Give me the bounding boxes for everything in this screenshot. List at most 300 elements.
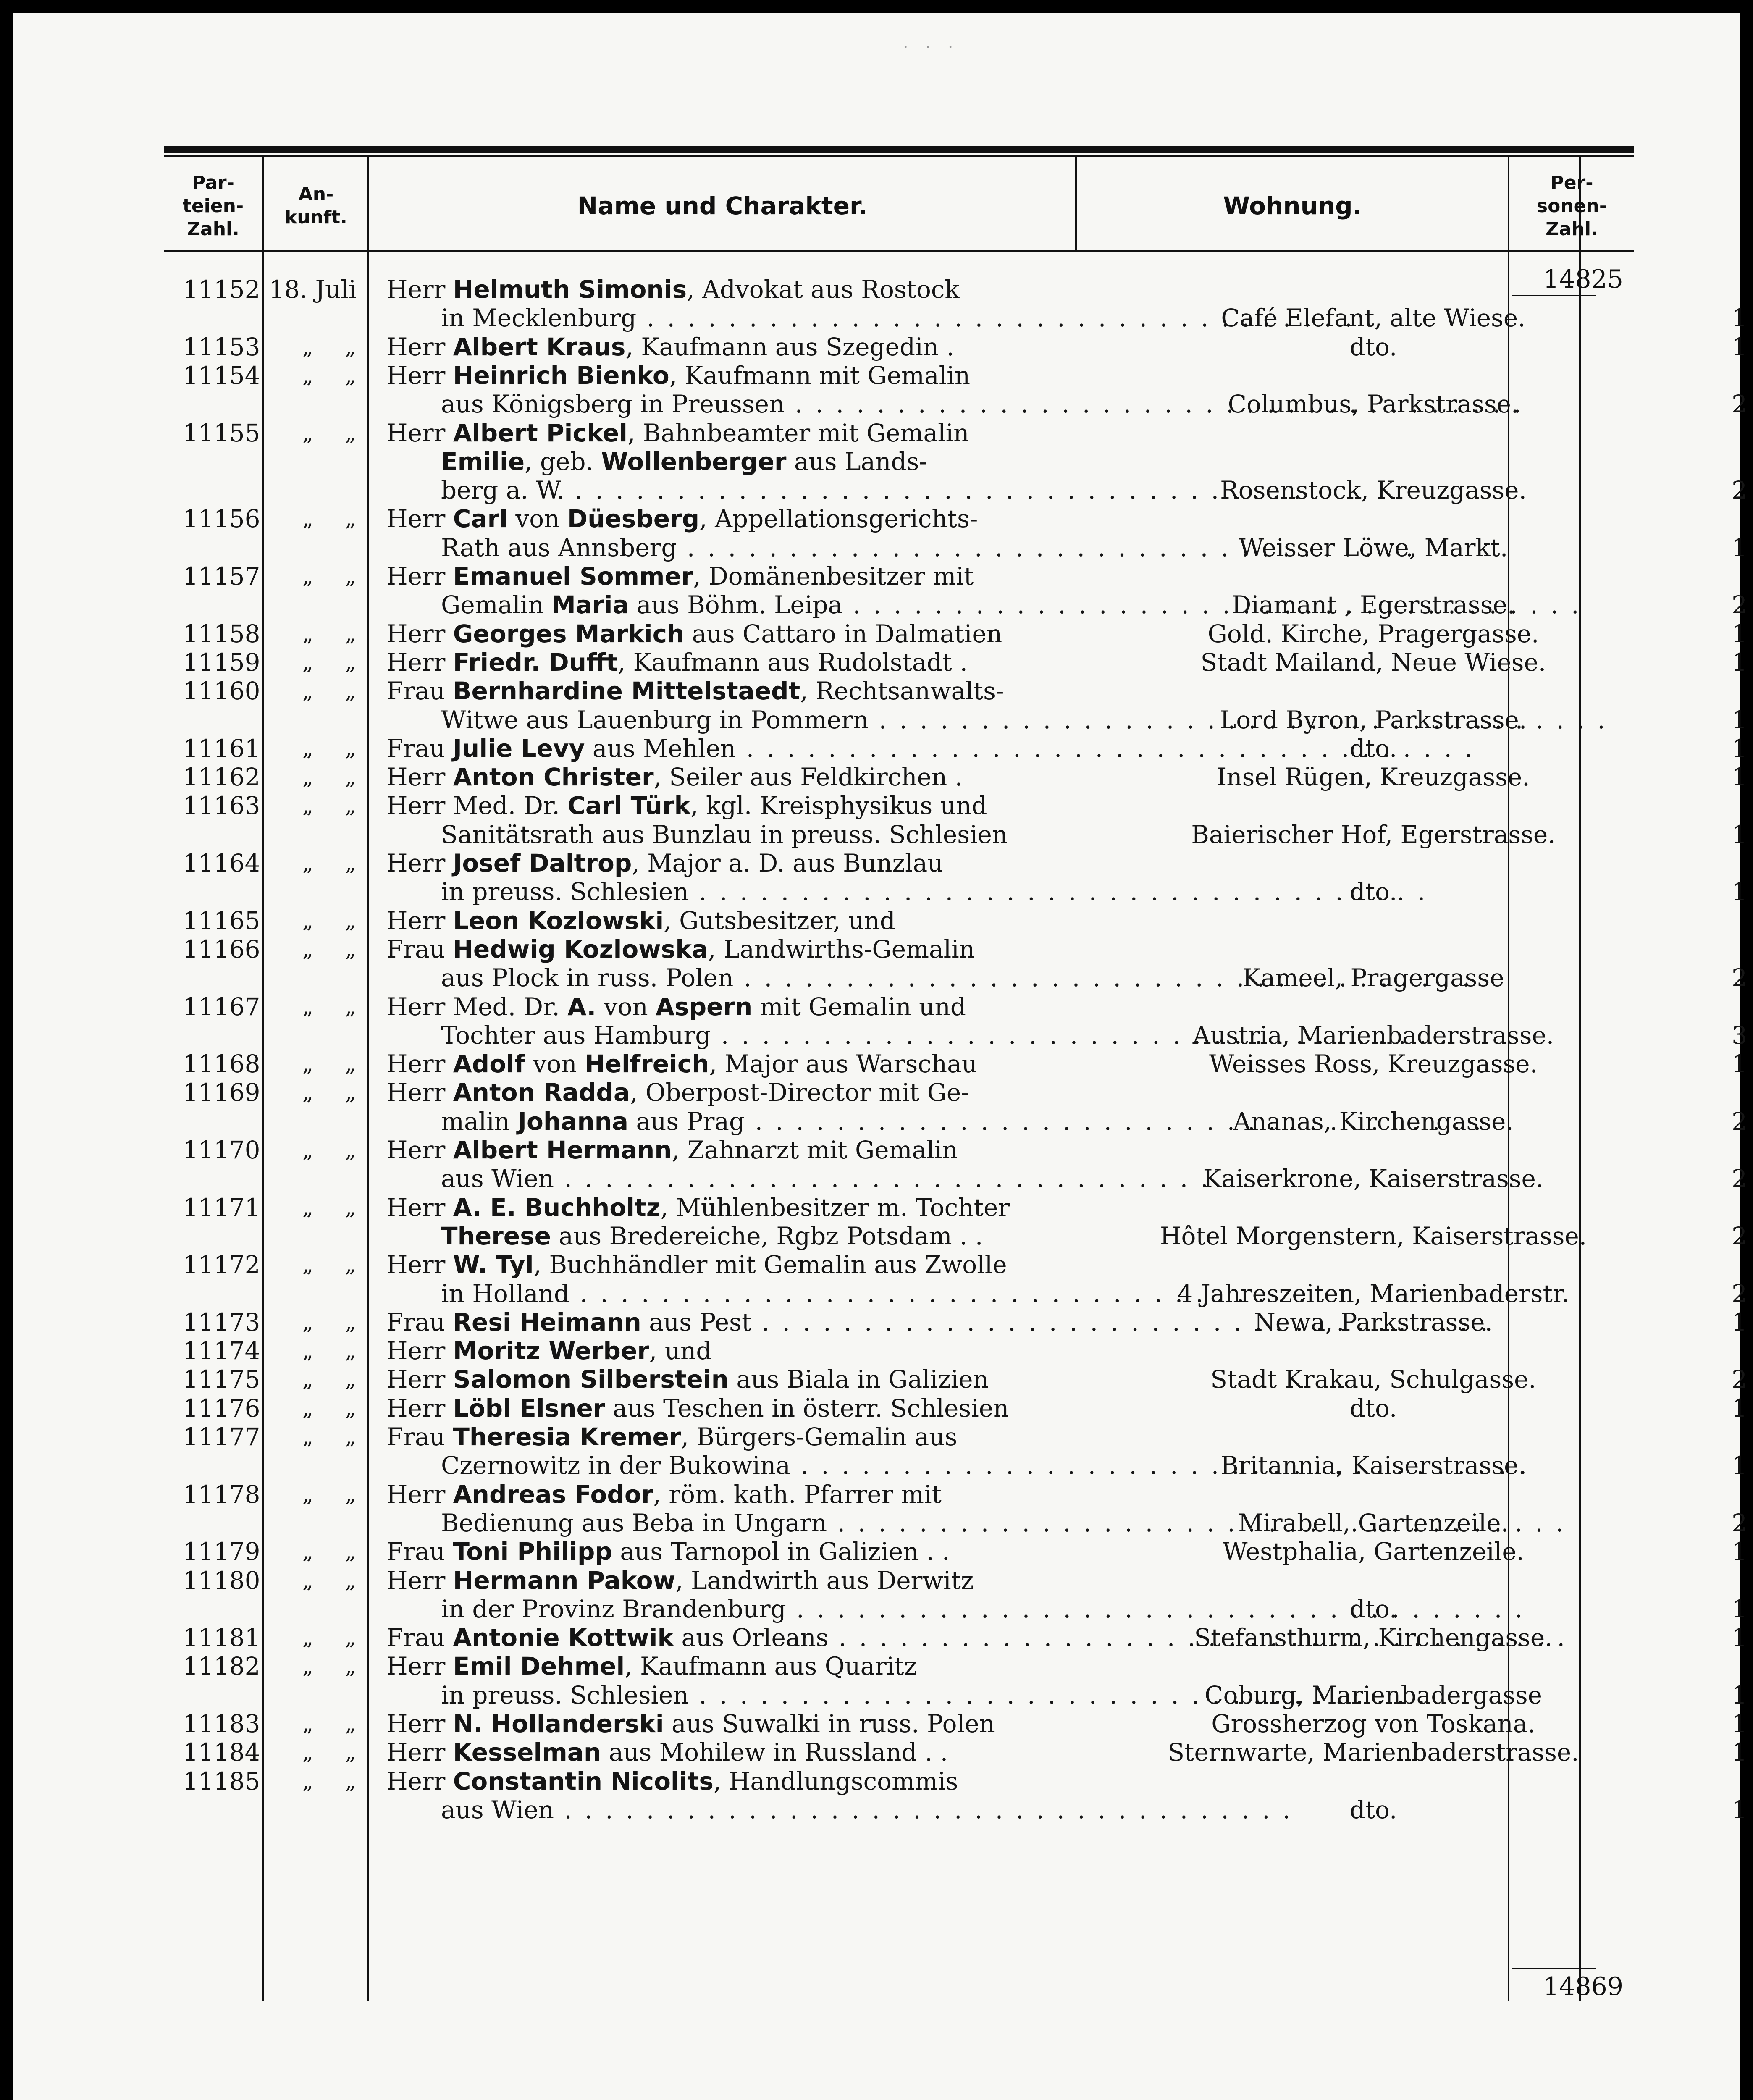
name-description: , Kaufmann aus Rudolstadt . xyxy=(617,648,968,677)
ankunft-ditto: „ „ xyxy=(302,1625,369,1650)
personen-zahl: 2 xyxy=(1732,1221,1747,1250)
register-line xyxy=(164,1250,1634,1279)
partei-zahl: 11154 xyxy=(183,361,260,390)
name-prefix: Herr Med. Dr. xyxy=(386,791,568,820)
wohnung: Gold. Kirche, Pragergasse. xyxy=(1207,619,1539,648)
name-prefix: Herr xyxy=(386,619,453,648)
register-line xyxy=(164,476,1747,505)
register-line xyxy=(164,1508,1747,1537)
personen-zahl: 1 xyxy=(1732,1451,1747,1480)
register-line xyxy=(164,677,1634,705)
register-line xyxy=(164,1078,1634,1107)
personen-zahl: 1 xyxy=(1732,304,1747,333)
register-line xyxy=(164,763,1747,792)
personen-zahl: 1 xyxy=(1732,1537,1747,1566)
partei-zahl: 11165 xyxy=(183,906,260,935)
person-name: Anton Radda xyxy=(453,1078,630,1107)
ankunft-ditto: „ „ xyxy=(302,908,369,933)
person-name: Albert Pickel xyxy=(453,418,627,447)
name-continuation: aus Wien xyxy=(441,1795,554,1824)
name-description: , Rechtsanwalts- xyxy=(800,677,1004,706)
name-und-charakter xyxy=(386,1050,1075,1078)
ankunft-ditto: „ „ xyxy=(302,793,369,818)
person-name: Leon Kozlowski xyxy=(453,906,664,935)
name-und-charakter xyxy=(386,1279,1130,1308)
name-description: , Domänenbesitzer mit xyxy=(693,562,974,591)
wohnung: Coburg, Marienbadergasse xyxy=(1205,1680,1542,1709)
carry-out-rule xyxy=(1512,1968,1596,1969)
person-name: Helmuth Simonis xyxy=(453,275,687,304)
name-description: aus Mohilew in Russland . . xyxy=(601,1738,948,1767)
name-und-charakter xyxy=(386,791,1075,820)
name-description: aus Suwalki in russ. Polen xyxy=(664,1709,995,1738)
person-name: Löbl Elsner xyxy=(453,1394,605,1423)
name-description: von xyxy=(596,992,656,1021)
name-und-charakter xyxy=(386,1566,1075,1595)
name-description: , Gutsbesitzer, und xyxy=(664,906,895,935)
name-continuation: in preuss. Schlesien xyxy=(441,877,689,906)
name-continuation: aus Lands- xyxy=(786,447,927,476)
name-und-charakter xyxy=(386,476,1130,504)
person-name: Emanuel Sommer xyxy=(453,562,693,591)
person-name: Helfreich xyxy=(585,1050,709,1079)
ankunft-ditto: „ „ xyxy=(302,650,369,675)
personen-zahl: 2 xyxy=(1732,1279,1747,1308)
name-continuation: Rath aus Annsberg xyxy=(441,533,677,562)
register-line xyxy=(164,361,1634,390)
ankunft-ditto: „ „ xyxy=(302,1740,369,1765)
name-prefix: Herr xyxy=(386,1480,453,1509)
register-line xyxy=(164,935,1634,963)
register-line xyxy=(164,1365,1747,1394)
name-description: , Handlungscommis xyxy=(713,1767,958,1796)
partei-zahl: 11172 xyxy=(183,1250,260,1279)
ankunft-ditto: „ „ xyxy=(302,679,369,704)
register-line xyxy=(164,1423,1634,1451)
wohnung: Ananas, Kirchengasse. xyxy=(1233,1107,1514,1136)
ankunft-ditto: „ „ xyxy=(302,1339,369,1363)
name-description: aus Cattaro in Dalmatien xyxy=(684,619,1002,648)
wohnung: Austria, Marienbaderstrasse. xyxy=(1192,1021,1554,1050)
name-und-charakter xyxy=(386,877,1130,906)
register-line xyxy=(164,1795,1747,1824)
person-name: Bernhardine Mittelstaedt xyxy=(453,677,800,706)
name-und-charakter xyxy=(386,1107,1130,1136)
name-und-charakter xyxy=(386,1222,1130,1250)
personen-zahl: 1 xyxy=(1732,1050,1747,1079)
personen-zahl: 1 xyxy=(1732,619,1747,648)
register-line xyxy=(164,1050,1747,1079)
ankunft-ditto: „ „ xyxy=(302,1539,369,1564)
name-und-charakter xyxy=(386,1681,1130,1709)
wohnung: Westphalia, Gartenzeile. xyxy=(1222,1537,1525,1566)
register-line xyxy=(164,504,1634,533)
name-und-charakter xyxy=(386,504,1075,533)
name-und-charakter xyxy=(386,447,1130,476)
name-description: mit Gemalin und xyxy=(752,992,966,1021)
name-description: , Buchhändler mit Gemalin aus Zwolle xyxy=(533,1250,1007,1279)
bleed-through-marks: · · · xyxy=(903,38,959,57)
name-continuation: in der Provinz Brandenburg xyxy=(441,1594,786,1623)
name-und-charakter xyxy=(386,677,1075,705)
name-und-charakter xyxy=(386,1164,1130,1193)
person-name: Friedr. Dufft xyxy=(453,648,618,677)
name-und-charakter xyxy=(386,1365,1075,1394)
personen-zahl: 1 xyxy=(1732,763,1747,792)
name-prefix: Herr xyxy=(386,562,453,591)
name-und-charakter xyxy=(386,361,1075,390)
name-prefix: Frau xyxy=(386,1537,453,1566)
personen-zahl: 1 xyxy=(1732,820,1747,849)
personen-zahl: 2 xyxy=(1732,476,1747,505)
register-line xyxy=(164,705,1747,734)
person-name: Julie Levy xyxy=(453,734,585,763)
ankunft-ditto: „ „ xyxy=(302,937,369,961)
name-description: , Landwirths-Gemalin xyxy=(708,934,975,963)
person-name: W. Tyl xyxy=(453,1250,534,1279)
person-name: Salomon Silberstein xyxy=(453,1365,729,1394)
name-und-charakter xyxy=(386,1709,1075,1738)
name-continuation: Tochter aus Hamburg xyxy=(441,1021,711,1050)
name-und-charakter xyxy=(386,562,1075,591)
partei-zahl: 11171 xyxy=(183,1193,260,1222)
register-line xyxy=(164,533,1747,562)
name-prefix: Frau xyxy=(386,934,453,963)
partei-zahl: 11159 xyxy=(183,648,260,677)
name-prefix: Herr xyxy=(386,1394,453,1423)
name-und-charakter xyxy=(386,620,1075,648)
register-line xyxy=(164,1594,1747,1623)
name-prefix: Frau xyxy=(386,677,453,706)
name-und-charakter xyxy=(386,906,1075,935)
personen-zahl: 1 xyxy=(1732,1795,1747,1824)
name-prefix: Frau xyxy=(386,1307,453,1336)
name-prefix: Herr xyxy=(386,1193,453,1222)
partei-zahl: 11182 xyxy=(183,1652,260,1681)
register-line xyxy=(164,1336,1634,1365)
name-description: , Kaufmann aus Quaritz xyxy=(625,1652,917,1681)
register-line xyxy=(164,1021,1747,1050)
person-name: Carl Türk xyxy=(567,791,691,820)
register-line xyxy=(164,877,1747,906)
personen-zahl: 1 xyxy=(1732,1594,1747,1623)
register-line xyxy=(164,1709,1747,1738)
register-line xyxy=(164,1451,1747,1480)
wohnung: dto. xyxy=(1349,877,1397,906)
person-name: Wollenberger xyxy=(601,447,787,476)
ankunft-ditto: „ „ xyxy=(302,994,369,1019)
person-name: Albert Kraus xyxy=(453,332,626,361)
name-prefix: Frau xyxy=(386,1623,453,1652)
name-prefix: Herr xyxy=(386,1365,453,1394)
partei-zahl: 11163 xyxy=(183,791,260,820)
personen-zahl: 2 xyxy=(1732,591,1747,620)
register-line xyxy=(164,1738,1747,1767)
partei-zahl: 11170 xyxy=(183,1136,260,1164)
header-partei-zahl: Par- teien- Zahl. xyxy=(182,172,244,240)
wohnung: Hôtel Morgenstern, Kaiserstrasse. xyxy=(1160,1221,1587,1250)
person-name: Maria xyxy=(551,591,629,620)
personen-zahl: 2 xyxy=(1732,1107,1747,1136)
name-und-charakter xyxy=(386,1021,1130,1050)
ankunft-ditto: „ „ xyxy=(302,1367,369,1392)
name-prefix: Herr xyxy=(386,906,453,935)
person-name: Resi Heimann xyxy=(453,1307,641,1336)
name-und-charakter xyxy=(386,275,1075,304)
partei-zahl: 11181 xyxy=(183,1623,260,1652)
partei-zahl: 11158 xyxy=(183,619,260,648)
name-und-charakter xyxy=(386,648,1075,677)
name-description: von xyxy=(525,1050,585,1079)
name-description: von xyxy=(508,504,567,533)
partei-zahl: 11184 xyxy=(183,1738,260,1767)
person-name: Toni Philipp xyxy=(453,1537,612,1566)
personen-zahl: 2 xyxy=(1732,1508,1747,1537)
wohnung: Grossherzog von Toskana. xyxy=(1211,1709,1535,1738)
personen-zahl: 1 xyxy=(1732,533,1747,562)
name-und-charakter xyxy=(386,1509,1130,1537)
register-line xyxy=(164,1394,1747,1423)
name-und-charakter xyxy=(386,1796,1130,1824)
partei-zahl: 11177 xyxy=(183,1423,260,1451)
name-continuation: in Mecklenburg xyxy=(441,304,637,333)
ankunft-ditto: „ „ xyxy=(302,334,369,359)
name-continuation: aus Böhm. Leipa xyxy=(629,591,843,620)
partei-zahl: 11152 xyxy=(183,275,260,304)
wohnung: Kameel, Pragergasse xyxy=(1242,963,1504,992)
personen-zahl: 2 xyxy=(1732,1365,1747,1394)
ankunft-ditto: „ „ xyxy=(302,1396,369,1420)
personen-zahl: 2 xyxy=(1732,390,1747,419)
partei-zahl: 11168 xyxy=(183,1050,260,1079)
name-prefix: Herr xyxy=(386,1738,453,1767)
name-prefix: Frau xyxy=(386,734,453,763)
ankunft-ditto: „ „ xyxy=(302,1195,369,1220)
person-name: Hermann Pakow xyxy=(453,1566,676,1595)
name-und-charakter xyxy=(386,1336,1075,1365)
register-line xyxy=(164,1680,1747,1709)
name-und-charakter xyxy=(386,992,1075,1021)
name-und-charakter xyxy=(386,820,1130,849)
person-name: A. xyxy=(567,992,596,1021)
register-line xyxy=(164,419,1634,447)
wohnung: dto. xyxy=(1349,1594,1397,1623)
register-line xyxy=(164,1623,1747,1652)
name-und-charakter xyxy=(386,706,1130,734)
personen-zahl: 1 xyxy=(1732,332,1747,361)
person-name: Kesselman xyxy=(453,1738,601,1767)
ankunft-ditto: „ „ xyxy=(302,1712,369,1736)
name-continuation: aus Bredereiche, Rgbz Potsdam . . xyxy=(551,1221,983,1250)
wohnung: dto. xyxy=(1349,734,1397,763)
name-und-charakter xyxy=(386,1623,1075,1652)
partei-zahl: 11160 xyxy=(183,677,260,706)
wohnung: Newa, Parkstrasse. xyxy=(1254,1307,1493,1336)
header-personen-zahl: Per- sonen- Zahl. xyxy=(1536,172,1607,240)
register-line xyxy=(164,1107,1747,1136)
ankunft-ditto: „ „ xyxy=(302,1425,369,1449)
wohnung: Café Elefant, alte Wiese. xyxy=(1221,304,1526,333)
name-description: , Landwirth aus Derwitz xyxy=(675,1566,974,1595)
person-name: Georges Markich xyxy=(453,619,685,648)
personen-zahl: 1 xyxy=(1732,1680,1747,1709)
partei-zahl: 11178 xyxy=(183,1480,260,1509)
ankunft-ditto: „ „ xyxy=(302,1568,369,1593)
name-description: aus Pest xyxy=(641,1307,752,1336)
wohnung: Lord Byron, Parkstrasse. xyxy=(1220,705,1527,734)
ankunft-ditto: „ „ xyxy=(302,1052,369,1076)
name-prefix: Herr Med. Dr. xyxy=(386,992,568,1021)
name-continuation: Bedienung aus Beba in Ungarn xyxy=(441,1508,827,1537)
name-und-charakter xyxy=(386,1078,1075,1107)
name-prefix: Herr xyxy=(386,332,453,361)
wohnung: Rosenstock, Kreuzgasse. xyxy=(1220,476,1527,505)
person-name: Josef Daltrop xyxy=(453,849,632,877)
partei-zahl: 11179 xyxy=(183,1537,260,1566)
ankunft-ditto: „ „ xyxy=(302,621,369,646)
partei-zahl: 11153 xyxy=(183,332,260,361)
name-und-charakter xyxy=(386,734,1075,763)
header-name-und-charakter: Name und Charakter. xyxy=(577,191,868,220)
register-line xyxy=(164,390,1747,419)
ankunft-date: 18. Juli xyxy=(269,275,357,304)
name-continuation: aus Königsberg in Preussen xyxy=(441,390,785,419)
name-continuation: in preuss. Schlesien xyxy=(441,1680,689,1709)
register-line xyxy=(164,820,1747,849)
column-divider xyxy=(1075,158,1077,250)
name-und-charakter xyxy=(386,1451,1130,1480)
wohnung: Sternwarte, Marienbaderstrasse. xyxy=(1168,1738,1579,1767)
name-continuation: aus Prag xyxy=(628,1107,745,1136)
name-prefix: Herr xyxy=(386,361,453,390)
name-continuation: Czernowitz in der Bukowina xyxy=(441,1451,790,1480)
name-prefix: Herr xyxy=(386,1336,453,1365)
register-line xyxy=(164,1480,1634,1509)
person-name: Düesberg xyxy=(567,504,700,533)
wohnung: Britannia, Kaiserstrasse. xyxy=(1220,1451,1526,1480)
partei-zahl: 11167 xyxy=(183,992,260,1021)
header-wohnung: Wohnung. xyxy=(1223,191,1362,220)
ankunft-ditto: „ „ xyxy=(302,851,369,875)
register-line xyxy=(164,1136,1634,1164)
name-description: , Zahnarzt mit Gemalin xyxy=(672,1136,958,1164)
wohnung: 4 Jahreszeiten, Marienbaderstr. xyxy=(1177,1279,1569,1308)
name-und-charakter xyxy=(386,333,1075,361)
register-line xyxy=(164,1537,1747,1566)
name-und-charakter xyxy=(386,763,1075,791)
name-und-charakter xyxy=(386,1308,1075,1336)
register-line xyxy=(164,447,1634,476)
personen-zahl: 1 xyxy=(1732,734,1747,763)
name-und-charakter xyxy=(386,304,1130,332)
partei-zahl: 11180 xyxy=(183,1566,260,1595)
name-und-charakter xyxy=(386,419,1075,447)
register-line xyxy=(164,1566,1634,1595)
name-prefix: Herr xyxy=(386,1767,453,1796)
name-description: , Mühlenbesitzer m. Tochter xyxy=(660,1193,1010,1222)
register-line xyxy=(164,1221,1747,1250)
person-name: A. E. Buchholtz xyxy=(453,1193,661,1222)
name-continuation: in Holland xyxy=(441,1279,570,1308)
personen-zahl: 1 xyxy=(1732,1709,1747,1738)
name-prefix: Herr xyxy=(386,1078,453,1107)
wohnung: Diamant , Egerstrasse. xyxy=(1231,591,1515,620)
ankunft-ditto: „ „ xyxy=(302,1080,369,1105)
header-bottom-rule xyxy=(164,250,1634,252)
wohnung: Insel Rügen, Kreuzgasse. xyxy=(1217,763,1530,792)
ankunft-ditto: „ „ xyxy=(302,1482,369,1507)
person-name: Anton Christer xyxy=(453,763,654,792)
person-name: Heinrich Bienko xyxy=(453,361,669,390)
name-und-charakter xyxy=(386,1480,1075,1509)
register-line xyxy=(164,1767,1634,1796)
name-und-charakter xyxy=(386,1394,1075,1423)
name-und-charakter xyxy=(386,849,1075,877)
personen-zahl: 2 xyxy=(1732,963,1747,992)
person-name: N. Hollanderski xyxy=(453,1709,664,1738)
name-prefix: Herr xyxy=(386,504,453,533)
personen-zahl: 1 xyxy=(1732,705,1747,734)
wohnung: Kaiserkrone, Kaiserstrasse. xyxy=(1203,1164,1544,1193)
partei-zahl: 11169 xyxy=(183,1078,260,1107)
person-name: Andreas Fodor xyxy=(453,1480,653,1509)
name-und-charakter xyxy=(386,591,1130,619)
name-description: , Advokat aus Rostock xyxy=(687,275,960,304)
person-name: Therese xyxy=(441,1221,551,1250)
register-line xyxy=(164,1279,1747,1308)
name-prefix: Herr xyxy=(386,1566,453,1595)
name-description: aus Teschen in österr. Schlesien xyxy=(605,1394,1009,1423)
name-description: , Bürgers-Gemalin aus xyxy=(681,1423,958,1451)
ankunft-ditto: „ „ xyxy=(302,363,369,388)
partei-zahl: 11183 xyxy=(183,1709,260,1738)
personen-zahl: 1 xyxy=(1732,1307,1747,1336)
wohnung: Stadt Mailand, Neue Wiese. xyxy=(1200,648,1546,677)
name-description: aus Biala in Galizien xyxy=(728,1365,989,1394)
personen-zahl: 1 xyxy=(1732,648,1747,677)
partei-zahl: 11161 xyxy=(183,734,260,763)
register-line xyxy=(164,791,1634,820)
register-line xyxy=(164,648,1747,677)
wohnung: dto. xyxy=(1349,1394,1397,1423)
name-continuation: aus Plock in russ. Polen xyxy=(441,963,734,992)
name-description: , röm. kath. Pfarrer mit xyxy=(653,1480,942,1509)
name-und-charakter xyxy=(386,390,1130,418)
register-line xyxy=(164,1307,1747,1336)
partei-zahl: 11173 xyxy=(183,1307,260,1336)
carry-out-total: 14869 xyxy=(1543,1972,1623,2001)
name-prefix: Herr xyxy=(386,1652,453,1681)
name-und-charakter xyxy=(386,1423,1075,1451)
register-line xyxy=(164,992,1634,1021)
personen-zahl: 3 xyxy=(1732,1021,1747,1050)
partei-zahl: 11162 xyxy=(183,763,260,792)
name-prefix: Frau xyxy=(386,1423,453,1451)
person-name: Hedwig Kozlowska xyxy=(453,934,708,963)
wohnung: Mirabell, Gartenzeile. xyxy=(1238,1508,1509,1537)
carry-in-total: 14825 xyxy=(1543,265,1623,294)
person-name: Theresia Kremer xyxy=(453,1423,681,1451)
register-line xyxy=(164,562,1634,591)
partei-zahl: 11155 xyxy=(183,418,260,447)
name-prefix: Herr xyxy=(386,849,453,877)
person-name: Emilie xyxy=(441,447,525,476)
partei-zahl: 11174 xyxy=(183,1336,260,1365)
register-line xyxy=(164,332,1747,361)
personen-zahl: 1 xyxy=(1732,1738,1747,1767)
name-continuation: berg a. W. xyxy=(441,476,565,505)
name-prefix: Herr xyxy=(386,648,453,677)
